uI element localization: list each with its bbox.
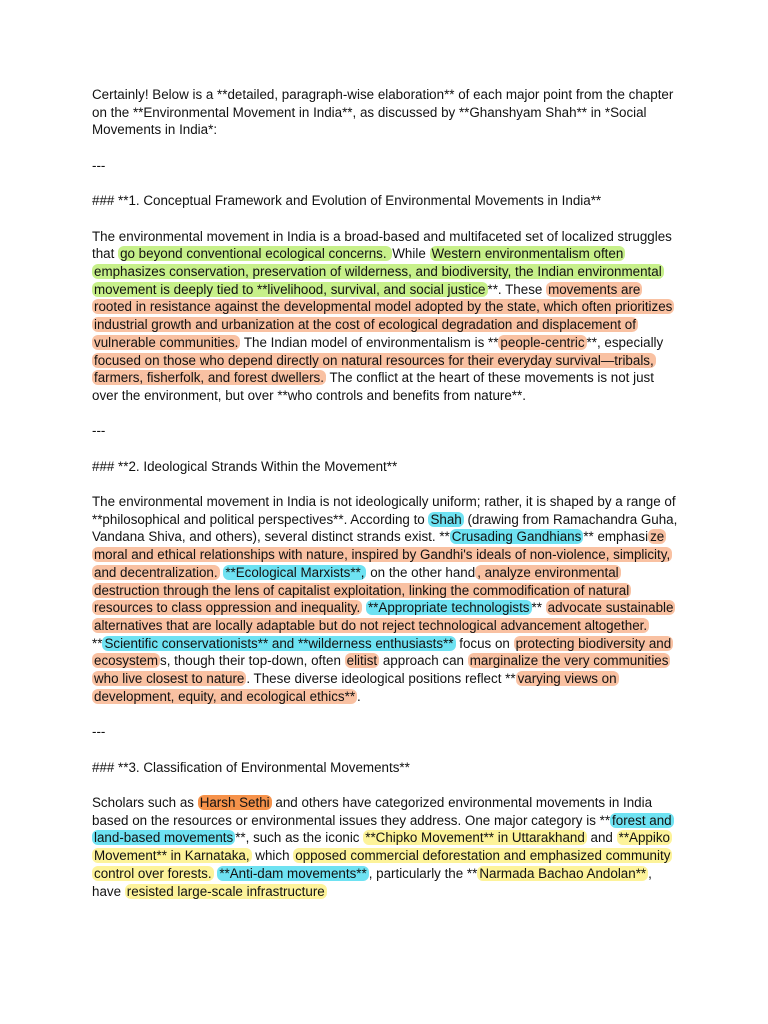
highlight-cyan: forest and land-based movements — [94, 812, 672, 846]
text-run: **, especially — [586, 334, 664, 350]
text-run: s, though their top-down, often — [160, 653, 345, 669]
text-run: and — [586, 830, 617, 846]
text-run: ** emphasi — [583, 529, 649, 545]
text-run: (drawing from Ramachandra Guha, Vandana Shiva, and others), several distinct strands exist. ** — [92, 511, 678, 545]
separator: --- — [92, 423, 106, 439]
highlight-salmon: elitist — [346, 653, 378, 669]
text-run: Scholars such as — [92, 794, 198, 810]
text-run: The environmental movement in India is a broad-based and multifaceted set of localized struggles that — [92, 228, 672, 262]
highlight-yellow: Narmada Bachao Andolan** — [479, 865, 647, 881]
text-run: **, such as the iconic — [235, 830, 364, 846]
section-3-paragraph — [92, 794, 682, 900]
section-heading-1: ### **1. Conceptual Framework and Evolution of Environmental Movements in India** — [92, 193, 602, 209]
text-run: . These diverse ideological positions reflect ** — [246, 671, 516, 687]
text-run: on the other hand — [366, 564, 476, 580]
highlight-yellow: resisted large-scale infrastructure — [126, 883, 325, 899]
highlight-salmon: advocate sustainable alternatives that are locally adaptable but do not reject technological advancement altogether. — [94, 600, 674, 633]
highlight-cyan: Scientific conservationists** and **wilderness enthusiasts** — [104, 635, 454, 651]
text-run: While — [392, 246, 430, 262]
highlight-cyan: Crusading Gandhians — [451, 529, 582, 545]
text-run: approach can — [379, 653, 468, 669]
highlight-salmon: people-centric — [500, 334, 585, 350]
separator: --- — [92, 157, 106, 173]
highlight-green: Western environmentalism often emphasizes conservation, preservation of wilderness, and biodiversity, the Indian environmental movement is deeply tied to **livelihood, survival, and social justice — [94, 246, 662, 297]
intro-paragraph — [92, 86, 682, 139]
highlight-cyan: Shah — [430, 511, 462, 527]
highlight-yellow: opposed commercial deforestation and emphasized community control over forests. — [94, 848, 671, 881]
text-run: and others have categorized environmental movements in India based on the resources or environmental issues they address. One major category is ** — [92, 794, 653, 828]
section-heading-2: ### **2. Ideological Strands Within the Movement** — [92, 458, 398, 474]
text-run: , particularly the ** — [368, 865, 478, 881]
highlight-salmon: marginalize the very communities who live closest to nature — [94, 653, 669, 687]
highlight-salmon: movements are rooted in resistance against the developmental model adopted by the state, which often prioritizes industrial growth and urbanization at the cost of ecological degradation and displacement of vulnerable communities. — [94, 281, 673, 350]
highlight-cyan: **Appropriate technologists — [367, 600, 530, 616]
text-run: The environmental movement in India is not ideologically uniform; rather, it is shaped by a range of **philosophical and political perspectives**. According to — [92, 494, 676, 527]
section-1-paragraph — [92, 228, 682, 405]
text-run: **. These — [487, 281, 547, 297]
highlight-cyan: **Ecological Marxists**, — [225, 564, 365, 580]
text-run: ** — [92, 635, 103, 651]
highlight-salmon: , analyze environmental destruction through the lens of capitalist exploitation, linking the commodification of natural resources to class oppression and inequality. — [94, 564, 630, 616]
highlight-salmon: focused on those who depend directly on natural resources for their everyday survival—tribals, farmers, fisherfolk, and forest dwellers. — [94, 352, 654, 386]
text-run: The conflict at the heart of these movements is not just over the environment, but over **who controls and benefits from nature**. — [92, 370, 654, 403]
highlight-salmon: ze moral and ethical relationships with nature, inspired by Gandhi's ideals of non-violence, simplicity, and decentralization. — [94, 529, 671, 580]
intro-text: Certainly! Below is a **detailed, paragraph-wise elaboration** of each major point from the chapter on the **Environmental Movement in India**, as discussed by **Ghanshyam Shah** in *Social Movements in India*: — [92, 87, 674, 138]
section-2-paragraph — [92, 493, 682, 705]
highlight-green: go beyond conventional ecological concerns. — [120, 246, 391, 262]
highlight-salmon: varying views on development, equity, and ecological ethics** — [94, 671, 617, 704]
document-page — [92, 86, 682, 918]
separator: --- — [92, 724, 106, 740]
highlight-yellow: **Appiko Movement** in Karnataka, — [94, 830, 670, 864]
text-run: ** — [531, 600, 546, 616]
section-heading-3: ### **3. Classification of Environmental Movements** — [92, 759, 410, 775]
highlight-yellow: **Chipko Movement** in Uttarakhand — [365, 830, 585, 846]
text-run: focus on — [455, 635, 514, 651]
text-run: , have — [92, 865, 652, 899]
highlight-cyan: **Anti-dam movements** — [219, 865, 367, 881]
text-run: . — [357, 688, 361, 704]
highlight-salmon: protecting biodiversity and ecosystem — [94, 635, 672, 669]
text-run: which — [251, 848, 294, 864]
highlight-orange: Harsh Sethi — [199, 794, 270, 810]
text-run: The Indian model of environmentalism is ** — [240, 334, 499, 350]
